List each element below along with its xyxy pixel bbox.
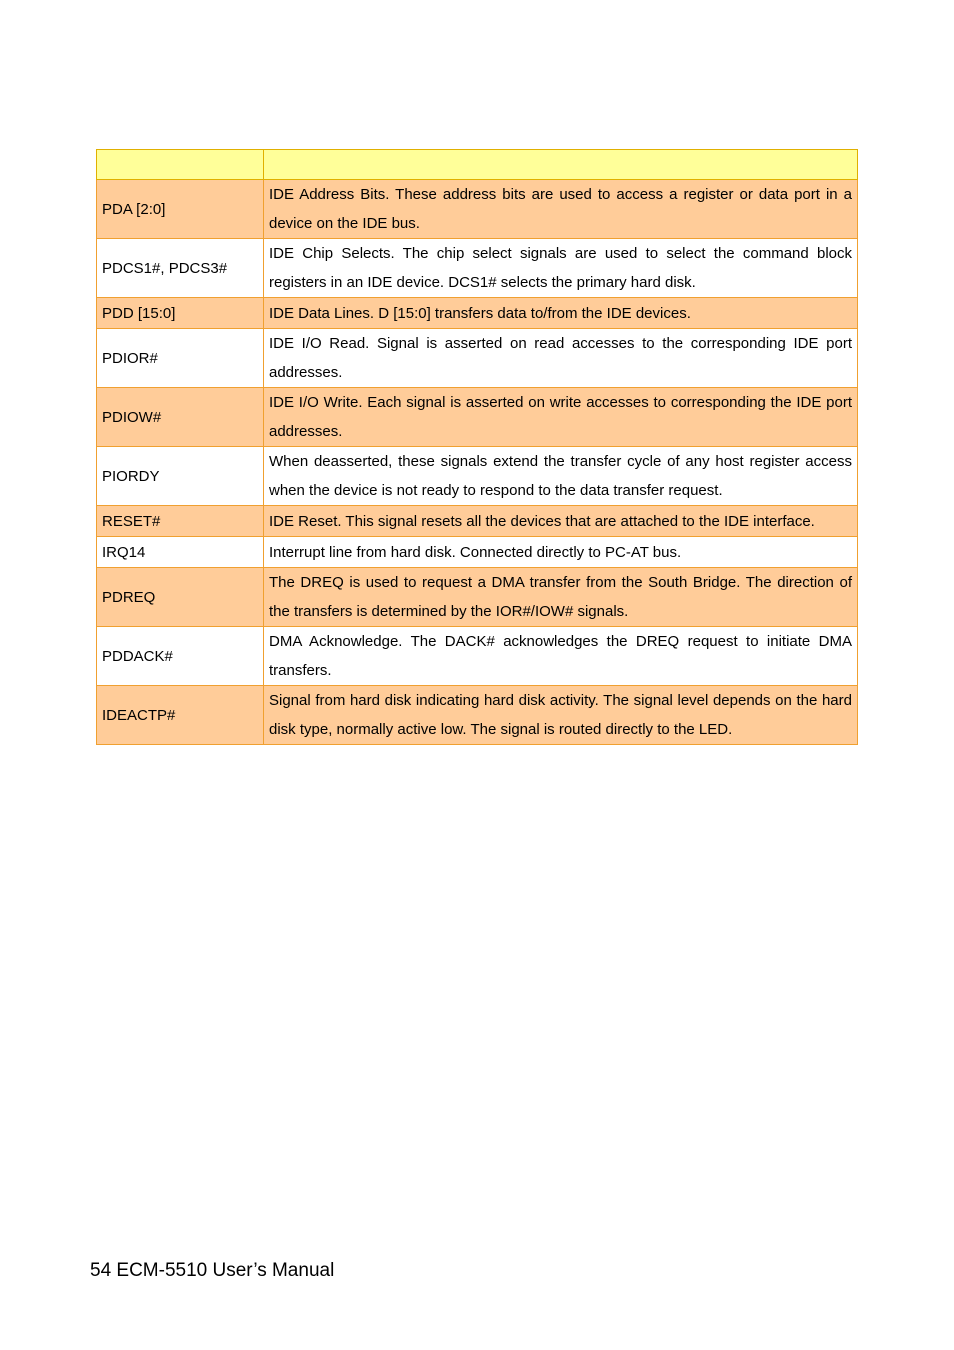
signal-description: When deasserted, these signals extend the transfer cycle of any host register access when the device is not ready to respond to the data transfer request. [264,447,858,506]
signal-name: IDEACTP# [97,686,264,745]
signal-description: Interrupt line from hard disk. Connected directly to PC-AT bus. [264,537,858,568]
signal-name: PDIOR# [97,329,264,388]
signal-name: IRQ14 [97,537,264,568]
page-footer: 54 ECM-5510 User’s Manual [90,1260,335,1281]
signal-name: RESET# [97,506,264,537]
table-row [97,388,858,447]
table-row [97,239,858,298]
table-row [97,329,858,388]
table-row [97,447,858,506]
signal-name: PDIOW# [97,388,264,447]
signal-description: IDE I/O Read. Signal is asserted on read accesses to the corresponding IDE port addresses. [264,329,858,388]
signal-name: PDA [2:0] [97,180,264,239]
signal-description: IDE Reset. This signal resets all the devices that are attached to the IDE interface. [264,506,858,537]
signal-name: PDDACK# [97,627,264,686]
signal-description: Signal from hard disk indicating hard disk activity. The signal level depends on the hard disk type, normally active low. The signal is routed directly to the LED. [264,686,858,745]
table-row [97,298,858,329]
signal-description-table [96,149,858,745]
signal-name: PDREQ [97,568,264,627]
table-row [97,506,858,537]
signal-name: PDD [15:0] [97,298,264,329]
signal-description: IDE I/O Write. Each signal is asserted on write accesses to corresponding the IDE port addresses. [264,388,858,447]
header-signal [97,150,264,180]
table-header-row [97,150,858,180]
signal-description: The DREQ is used to request a DMA transfer from the South Bridge. The direction of the transfers is determined by the IOR#/IOW# signals. [264,568,858,627]
signal-description: IDE Data Lines. D [15:0] transfers data to/from the IDE devices. [264,298,858,329]
header-description [264,150,858,180]
table-row [97,686,858,745]
table-row [97,180,858,239]
table-row [97,537,858,568]
signal-description: IDE Address Bits. These address bits are used to access a register or data port in a device on the IDE bus. [264,180,858,239]
table-row [97,568,858,627]
signal-description: DMA Acknowledge. The DACK# acknowledges the DREQ request to initiate DMA transfers. [264,627,858,686]
signal-name: PIORDY [97,447,264,506]
signal-description: IDE Chip Selects. The chip select signals are used to select the command block registers in an IDE device. DCS1# selects the primary hard disk. [264,239,858,298]
table-row [97,627,858,686]
signal-name: PDCS1#, PDCS3# [97,239,264,298]
